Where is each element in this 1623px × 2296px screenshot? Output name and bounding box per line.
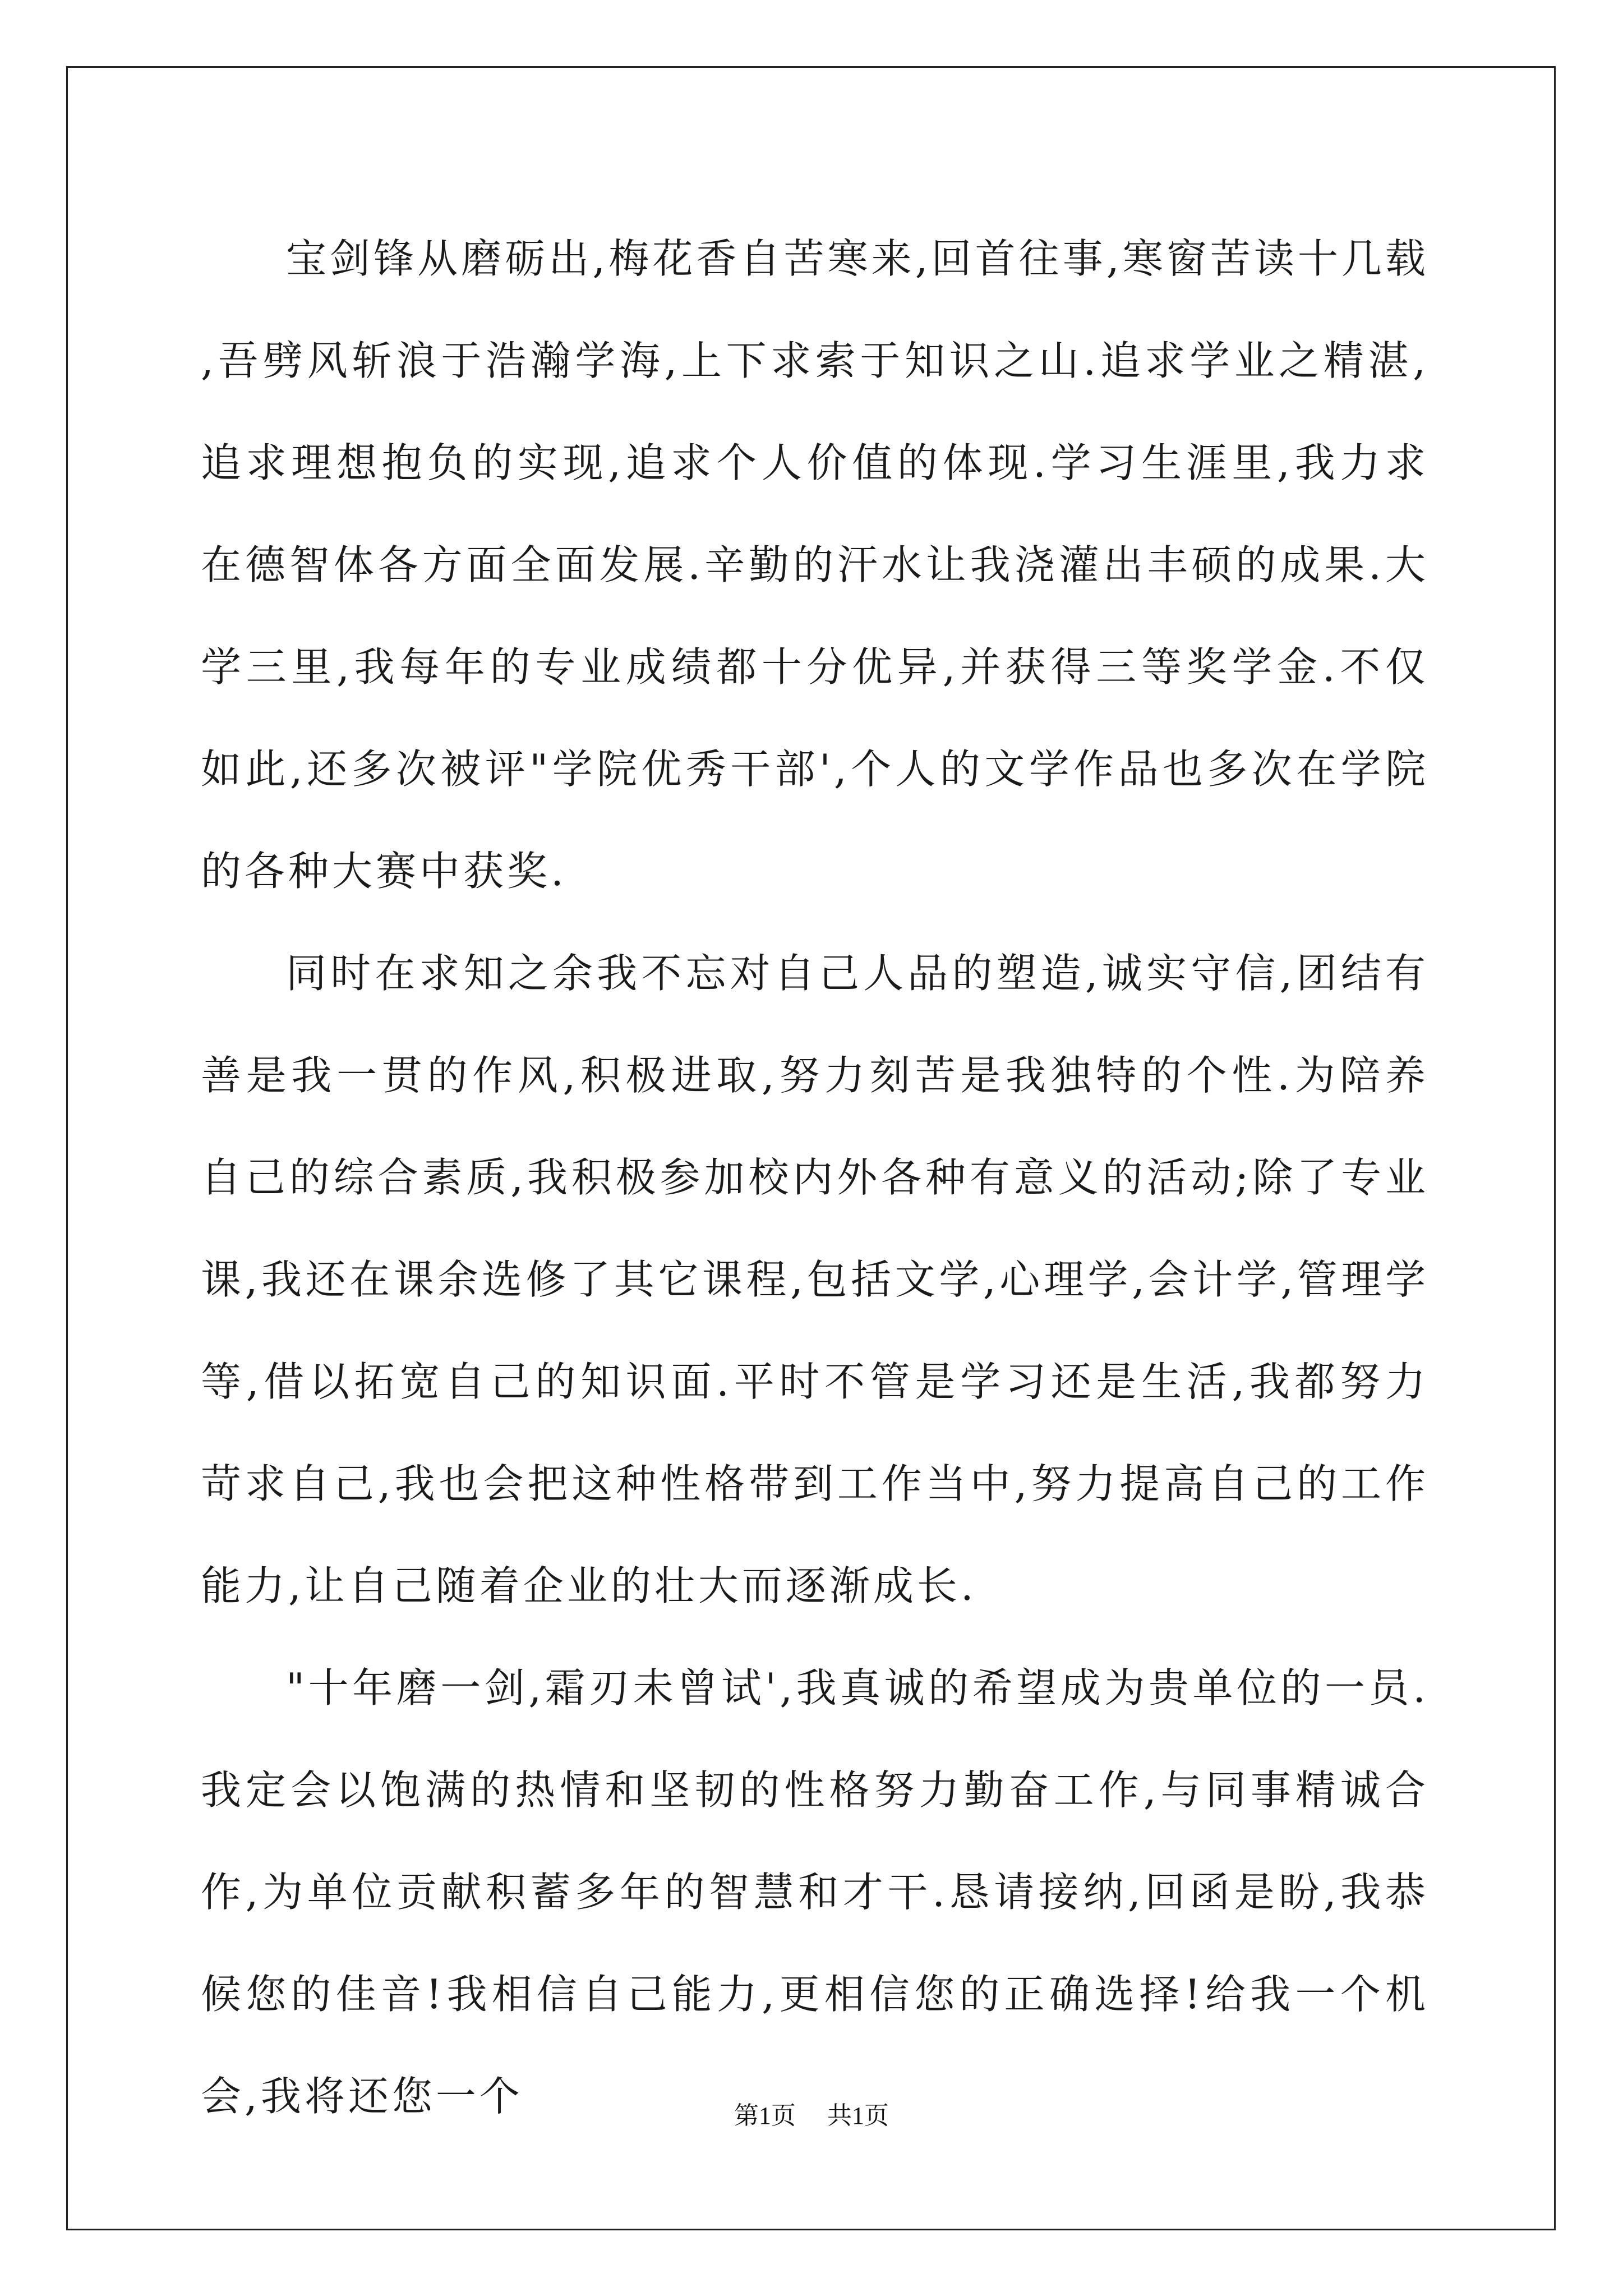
document-body: [201, 208, 1429, 2147]
paragraph-3: "十年磨一剑,霜刃未曾试',我真诚的希望成为贵单位的一员.我定会以饱满的热情和坚韧的性格努力勤奋工作,与同事精诚合作,为单位贡献积蓄多年的智慧和才干.恳请接纳,回函是盼,我恭候您的佳音!我相信自己能力,更相信您的正确选择!给我一个机会,我将还您一个: [201, 1664, 1429, 2120]
page-number: 第1页: [734, 2102, 796, 2129]
paragraph-2: 同时在求知之余我不忘对自己人品的塑造,诚实守信,团结有善是我一贯的作风,积极进取,努力刻苦是我独特的个性.为陪养自己的综合素质,我积极参加校内外各种有意义的活动;除了专业课,我还在课余选修了其它课程,包括文学,心理学,会计学,管理学等,借以拓宽自己的知识面.平时不管是学习还是生活,我都努力苛求自己,我也会把这种性格带到工作当中,努力提高自己的工作能力,让自己随着企业的壮大而逐渐成长.: [201, 950, 1429, 1609]
page-total: 共1页: [827, 2102, 889, 2129]
paragraph-1: 宝剑锋从磨砺出,梅花香自苦寒来,回首往事,寒窗苦读十几载,吾劈风斩浪于浩瀚学海,上下求索于知识之山.追求学业之精湛,追求理想抱负的实现,追求个人价值的体现.学习生涯里,我力求在德智体各方面全面发展.辛勤的汗水让我浇灌出丰硕的成果.大学三里,我每年的专业成绩都十分优异,并获得三等奖学金.不仅如此,还多次被评"学院优秀干部',个人的文学作品也多次在学院的各种大赛中获奖.: [201, 235, 1429, 895]
page-footer: [0, 2095, 1623, 2131]
